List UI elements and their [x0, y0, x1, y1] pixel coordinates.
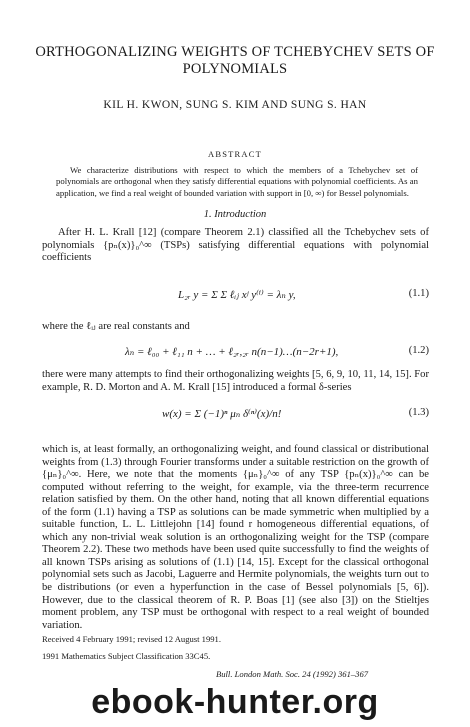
intro-paragraph-1: After H. L. Krall [12] (compare Theorem 2.1) classified all the Tchebychev sets of polynomials {pₙ(x)}₀^∞ (TSPs) satisfying differential equations with polynomial coefficients	[42, 227, 429, 264]
equation-1-3-number: (1.3)	[408, 407, 429, 418]
intro-paragraph-3: there were many attempts to find their orthogonalizing weights [5, 6, 9, 10, 11, 14, 15]. For example, R. D. Morton and A. M. Krall [15] introduced a formal δ-series	[42, 369, 429, 393]
journal-citation: Bull. London Math. Soc. 24 (1992) 361–367	[216, 669, 369, 679]
abstract-heading-text: ABSTRACT	[208, 149, 262, 159]
paper-title: ORTHOGONALIZING WEIGHTS OF TCHEBYCHEV SETS OF POLYNOMIALS	[35, 44, 435, 77]
section-heading	[30, 209, 440, 220]
equation-1-1: L₂ᵣ y = Σ Σ ℓᵢⱼ xʲ y⁽ⁱ⁾ = λₙ y,	[178, 289, 296, 301]
author-list: KIL H. KWON, SUNG S. KIM AND SUNG S. HAN	[103, 99, 367, 111]
section-heading-text: 1. Introduction	[203, 209, 267, 220]
watermark-text: ebook-hunter.org	[91, 683, 379, 721]
intro-paragraph-2: where the ℓᵢⱼ are real constants and	[42, 321, 190, 332]
received-note: Received 4 February 1991; revised 12 August 1991.	[42, 634, 222, 644]
equation-1-3: w(x) = Σ (−1)ⁿ μₙ δ⁽ⁿ⁾(x)/n!	[162, 408, 282, 420]
abstract-body: We characterize distributions with respect to which the members of a Tchebychev set of polynomials are orthogonal when they satisfy differential equations with polynomial coefficients. As an application, we find a real weight of bounded variation with support in [0, ∞) for Bessel polynomials.	[56, 165, 418, 198]
msc-note: 1991 Mathematics Subject Classification 33C45.	[42, 651, 211, 661]
intro-paragraph-4: which is, at least formally, an orthogonalizing weight, and found classical or distributional weights from (1.3) through Fourier transforms under a suitable restriction on the growth of {μₙ}₀^∞. Here, we note that the moments {μₙ}₀^∞ of any TSP {pₙ(x)}₀^∞ can be computed without referring to the weight, for example, via the three-term recurrence relation satisfied by them. On the other hand, noting that all known differential equations of the form (1.1) having a TSP as solutions can be made symmetric when multiplied by a suitable function, L. L. Littlejohn [14] found r homogeneous differential equations, of which any non-trivial weak solution is an orthogonalizing weight for the TSP (compare Theorem 2.2). These two methods have been used quite successfully to find the weights of all known TSPs arising as solutions of (1.1) [14, 15]. Except for the classical orthogonal polynomial sets such as Jacobi, Laguerre and Hermite polynomials, the weights turn out to be distributions (or even a hyperfunction in the case of Bessel polynomials [5, 6]). However, due to the classical theorem of R. P. Boas [1] (see also [3]) on the Stieltjes moment problem, any TSP must be orthogonal with respect to a real weight of bounded variation.	[42, 444, 429, 631]
equation-1-2: λₙ = ℓ₀₀ + ℓ₁₁ n + … + ℓ₂ᵣ,₂ᵣ n(n−1)…(n−2r+1),	[125, 346, 339, 358]
equation-1-2-number: (1.2)	[408, 345, 429, 356]
abstract-heading	[30, 149, 440, 159]
equation-1-1-number: (1.1)	[408, 288, 429, 299]
